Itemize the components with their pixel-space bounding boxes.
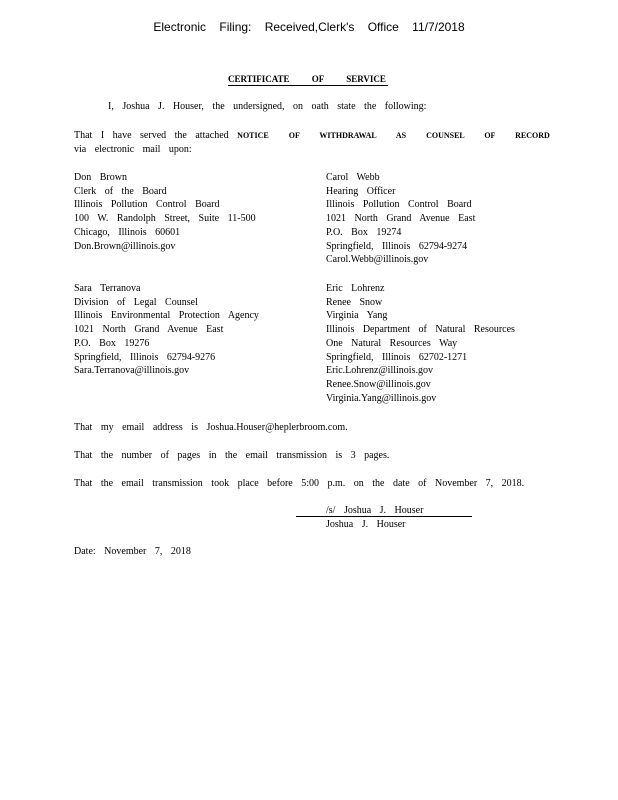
- recipient-line: Illinois Pollution Control Board: [74, 199, 220, 211]
- intro-paragraph: I, Joshua J. Houser, the undersigned, on oath state the following:: [108, 101, 427, 112]
- signature-line: [296, 516, 472, 517]
- recipient-email: Sara.Terranova@illinois.gov: [74, 365, 190, 377]
- electronic-filing-header: Electronic Filing: Received,Clerk's Office 11/7/2018: [153, 20, 465, 34]
- recipient-line: Virginia Yang: [326, 310, 388, 322]
- recipient-block-idnr: [326, 282, 515, 405]
- recipient-email: Renee.Snow@illinois.gov: [326, 378, 431, 390]
- transmission-time-statement: That the email transmission took place before 5:00 p.m. on the date of November 7, 2018.: [74, 478, 525, 489]
- recipient-email: Virginia.Yang@illinois.gov: [326, 392, 437, 404]
- recipient-line: 1021 North Grand Avenue East: [326, 213, 476, 225]
- recipient-line: Illinois Environmental Protection Agency: [74, 310, 259, 322]
- recipient-line: P.O. Box 19274: [326, 226, 402, 238]
- document-title: CERTIFICATE OF SERVICE: [228, 74, 388, 86]
- recipient-line: Eric Lohrenz: [326, 283, 385, 294]
- recipient-block-carol-webb: [326, 171, 475, 267]
- recipient-line: Illinois Pollution Control Board: [326, 199, 472, 211]
- recipient-line: Springfield, Illinois 62794-9276: [74, 351, 216, 363]
- recipient-line: Carol Webb: [326, 172, 380, 183]
- email-address-statement: That my email address is Joshua.Houser@heplerbroom.com.: [74, 422, 348, 433]
- recipient-line: One Natural Resources Way: [326, 337, 458, 349]
- recipient-email: Eric.Lohrenz@illinois.gov: [326, 365, 433, 377]
- page-count-statement: That the number of pages in the email transmission is 3 pages.: [74, 450, 390, 461]
- recipient-line: Illinois Department of Natural Resources: [326, 324, 515, 336]
- recipient-email: Don.Brown@illinois.gov: [74, 240, 176, 252]
- recipient-line: Sara Terranova: [74, 283, 141, 294]
- recipient-line: Division of Legal Counsel: [74, 296, 198, 308]
- recipient-line: Springfield, Illinois 62702-1271: [326, 351, 468, 363]
- date-line: Date: November 7, 2018: [74, 546, 191, 557]
- recipient-line: Don Brown: [74, 172, 127, 183]
- recipient-line: P.O. Box 19276: [74, 337, 150, 349]
- electronic-signature: /s/ Joshua J. Houser: [326, 505, 424, 516]
- recipient-block-sara-terranova: [74, 282, 259, 378]
- served-document-name: NOTICE OF WITHDRAWAL AS COUNSEL OF RECORD: [237, 131, 550, 140]
- recipient-email: Carol.Webb@illinois.gov: [326, 254, 429, 266]
- service-prefix: That I have served the attached: [74, 130, 229, 141]
- recipient-block-don-brown: [74, 171, 256, 253]
- signer-name: Joshua J. Houser: [326, 519, 406, 530]
- recipient-line: 100 W. Randolph Street, Suite 11-500: [74, 213, 256, 225]
- service-method: via electronic mail upon:: [74, 144, 192, 155]
- recipient-line: Renee Snow: [326, 296, 383, 308]
- recipient-line: Clerk of the Board: [74, 185, 167, 197]
- recipient-line: Hearing Officer: [326, 185, 396, 197]
- recipient-line: 1021 North Grand Avenue East: [74, 324, 224, 336]
- recipient-line: Chicago, Illinois 60601: [74, 226, 181, 238]
- recipient-line: Springfield, Illinois 62794-9274: [326, 240, 468, 252]
- service-statement: [74, 129, 550, 143]
